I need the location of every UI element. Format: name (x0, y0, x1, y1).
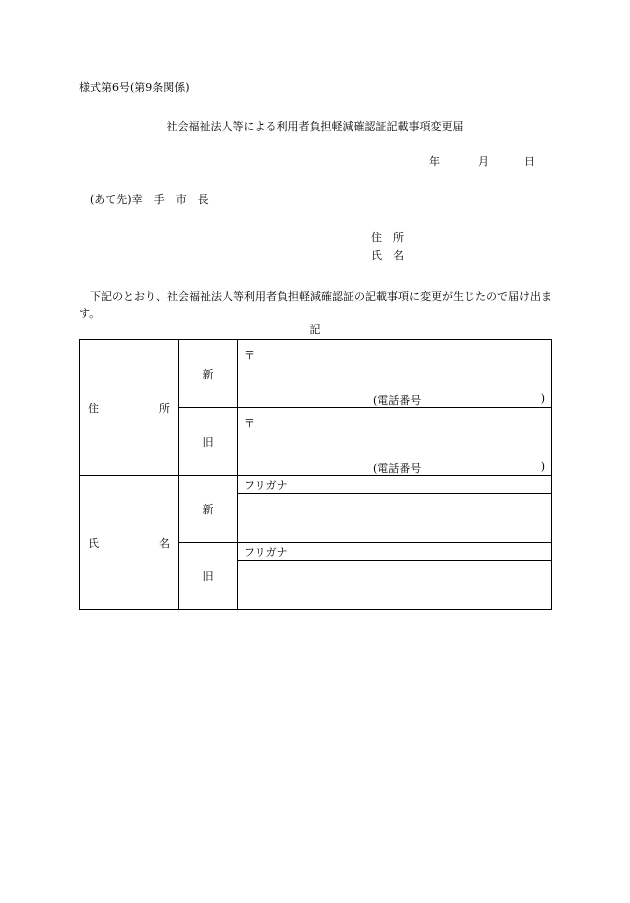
address-new-row (80, 340, 552, 408)
name-old-field[interactable] (238, 561, 552, 610)
address-label-cell (80, 340, 179, 476)
addressee: (あて先)幸 手 市 長 (90, 193, 209, 206)
furigana-old-label: フリガナ (244, 545, 288, 559)
date-day-label: 日 (524, 155, 535, 168)
applicant-address-label: 住 所 (371, 231, 404, 244)
postal-mark-old: 〒 (244, 417, 255, 430)
phone-label-new: (電話番号 (373, 394, 422, 407)
furigana-new-field[interactable] (238, 476, 552, 494)
applicant-name-label: 氏 名 (371, 249, 404, 262)
phone-close-new: ) (540, 392, 545, 405)
furigana-old-field[interactable] (238, 543, 552, 561)
furigana-new-label: フリガナ (244, 478, 288, 492)
change-form-table (79, 339, 552, 610)
body-text (79, 288, 554, 322)
name-label (80, 535, 178, 551)
name-new-field[interactable] (238, 494, 552, 543)
date-month-label: 月 (478, 155, 489, 168)
form-number: 様式第6号(第9条関係) (79, 81, 190, 94)
date-year-label: 年 (429, 155, 440, 168)
ki-label: 記 (309, 323, 321, 336)
name-label-cell (80, 476, 179, 610)
address-old-label: 旧 (179, 408, 238, 476)
address-label (80, 400, 178, 416)
name-new-furigana-row (80, 476, 552, 494)
phone-label-old: (電話番号 (373, 462, 422, 475)
name-label-right: 名 (159, 536, 170, 550)
address-new-label: 新 (179, 340, 238, 408)
address-label-right: 所 (159, 401, 170, 415)
name-old-label: 旧 (179, 543, 238, 610)
body-text-content: 下記のとおり、社会福祉法人等利用者負担軽減確認証の記載事項に変更が生じたので届け出ます。 (79, 290, 552, 320)
name-new-label: 新 (179, 476, 238, 543)
document-title: 社会福祉法人等による利用者負担軽減確認証記載事項変更届 (166, 120, 464, 133)
address-label-left: 住 (88, 401, 99, 415)
address-old-field[interactable] (238, 408, 552, 476)
name-label-left: 氏 (88, 536, 99, 550)
postal-mark-new: 〒 (244, 349, 255, 362)
address-new-field[interactable] (238, 340, 552, 408)
phone-close-old: ) (540, 460, 545, 473)
